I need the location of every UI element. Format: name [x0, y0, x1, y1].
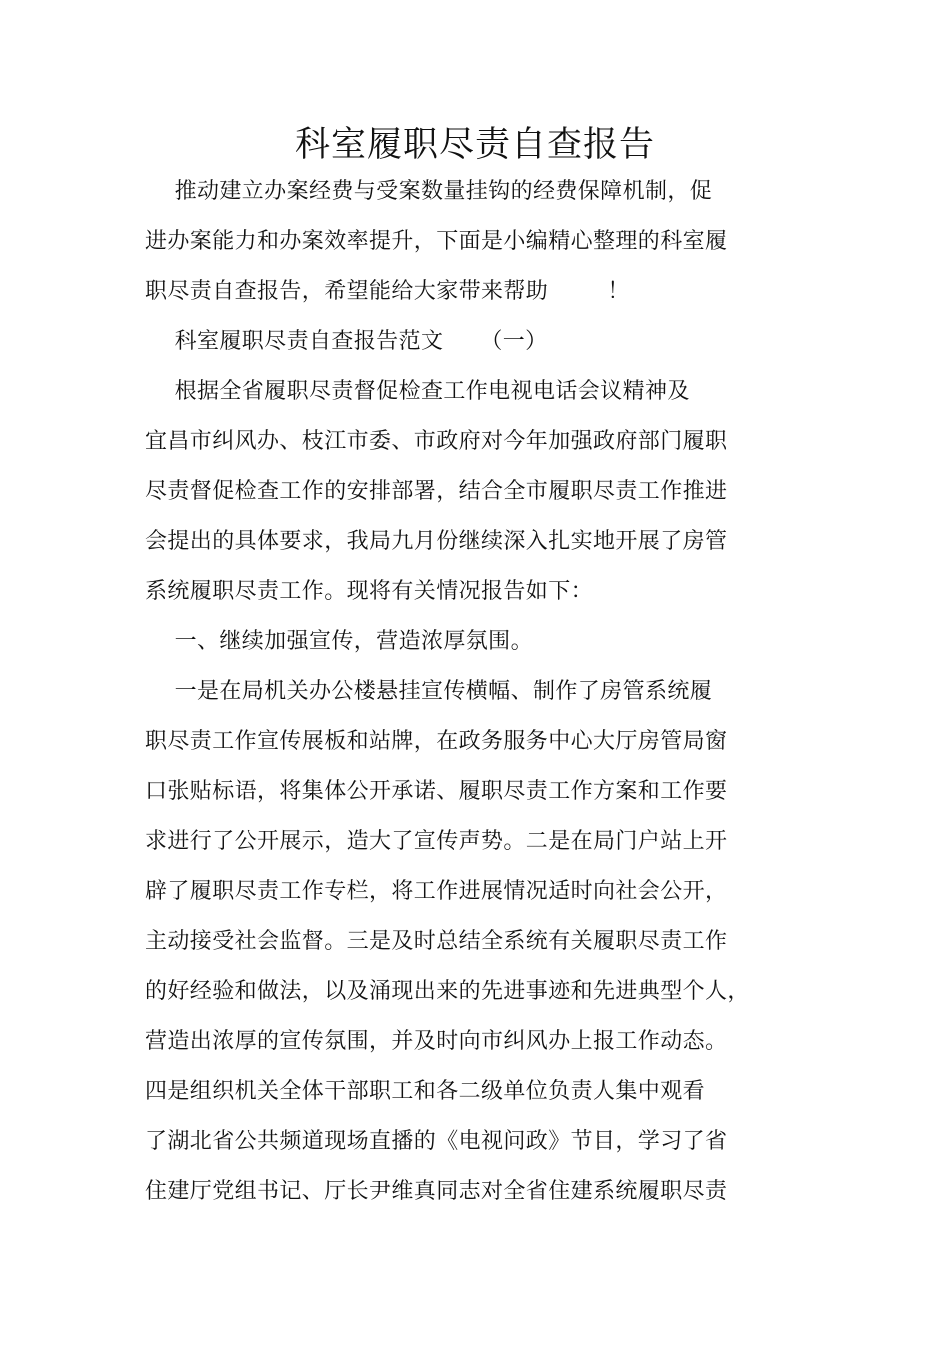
paragraph-line: 求进行了公开展示，造大了宣传声势。二是在局门户站上开 [145, 829, 728, 854]
paragraph-line: 住建厅党组书记、厅长尹维真同志对全省住建系统履职尽责 [145, 1179, 728, 1204]
paragraph-line: 会提出的具体要求，我局九月份继续深入扎实地开展了房管 [145, 529, 728, 554]
paragraph-line: 一是在局机关办公楼悬挂宣传横幅、制作了房管系统履 [145, 679, 713, 704]
paragraph-line: 了湖北省公共频道现场直播的《电视问政》节目，学习了省 [145, 1129, 728, 1154]
paragraph-line: 辟了履职尽责工作专栏，将工作进展情况适时向社会公开， [145, 879, 728, 904]
paragraph-line: 根据全省履职尽责督促检查工作电视电话会议精神及 [145, 379, 690, 404]
paragraph-line: 尽责督促检查工作的安排部署，结合全市履职尽责工作推进 [145, 479, 728, 504]
paragraph-line: 进办案能力和办案效率提升，下面是小编精心整理的科室履 [145, 229, 728, 254]
paragraph-line: 口张贴标语，将集体公开承诺、履职尽责工作方案和工作要 [145, 779, 728, 804]
section-heading: 一、继续加强宣传，营造浓厚氛围。 [145, 629, 533, 654]
paragraph-line: 职尽责自查报告，希望能给大家带来帮助 ！ [145, 279, 630, 304]
paragraph-line: 系统履职尽责工作。现将有关情况报告如下： [145, 579, 594, 604]
paragraph-line: 推动建立办案经费与受案数量挂钩的经费保障机制，促 [145, 179, 713, 204]
paragraph-line: 职尽责工作宣传展板和站牌，在政务服务中心大厅房管局窗 [145, 729, 728, 754]
paragraph-line: 主动接受社会监督。三是及时总结全系统有关履职尽责工作 [145, 929, 728, 954]
paragraph-line: 营造出浓厚的宣传氛围，并及时向市纠风办上报工作动态。 [145, 1029, 728, 1054]
paragraph-line: 的好经验和做法，以及涌现出来的先进事迹和先进典型个人， [145, 979, 750, 1004]
section-heading: 科室履职尽责自查报告范文 （一） [145, 329, 548, 354]
paragraph-line: 宜昌市纠风办、枝江市委、市政府对今年加强政府部门履职 [145, 429, 728, 454]
document-title: 科室履职尽责自查报告 [294, 125, 655, 165]
paragraph-line: 四是组织机关全体干部职工和各二级单位负责人集中观看 [145, 1079, 706, 1104]
